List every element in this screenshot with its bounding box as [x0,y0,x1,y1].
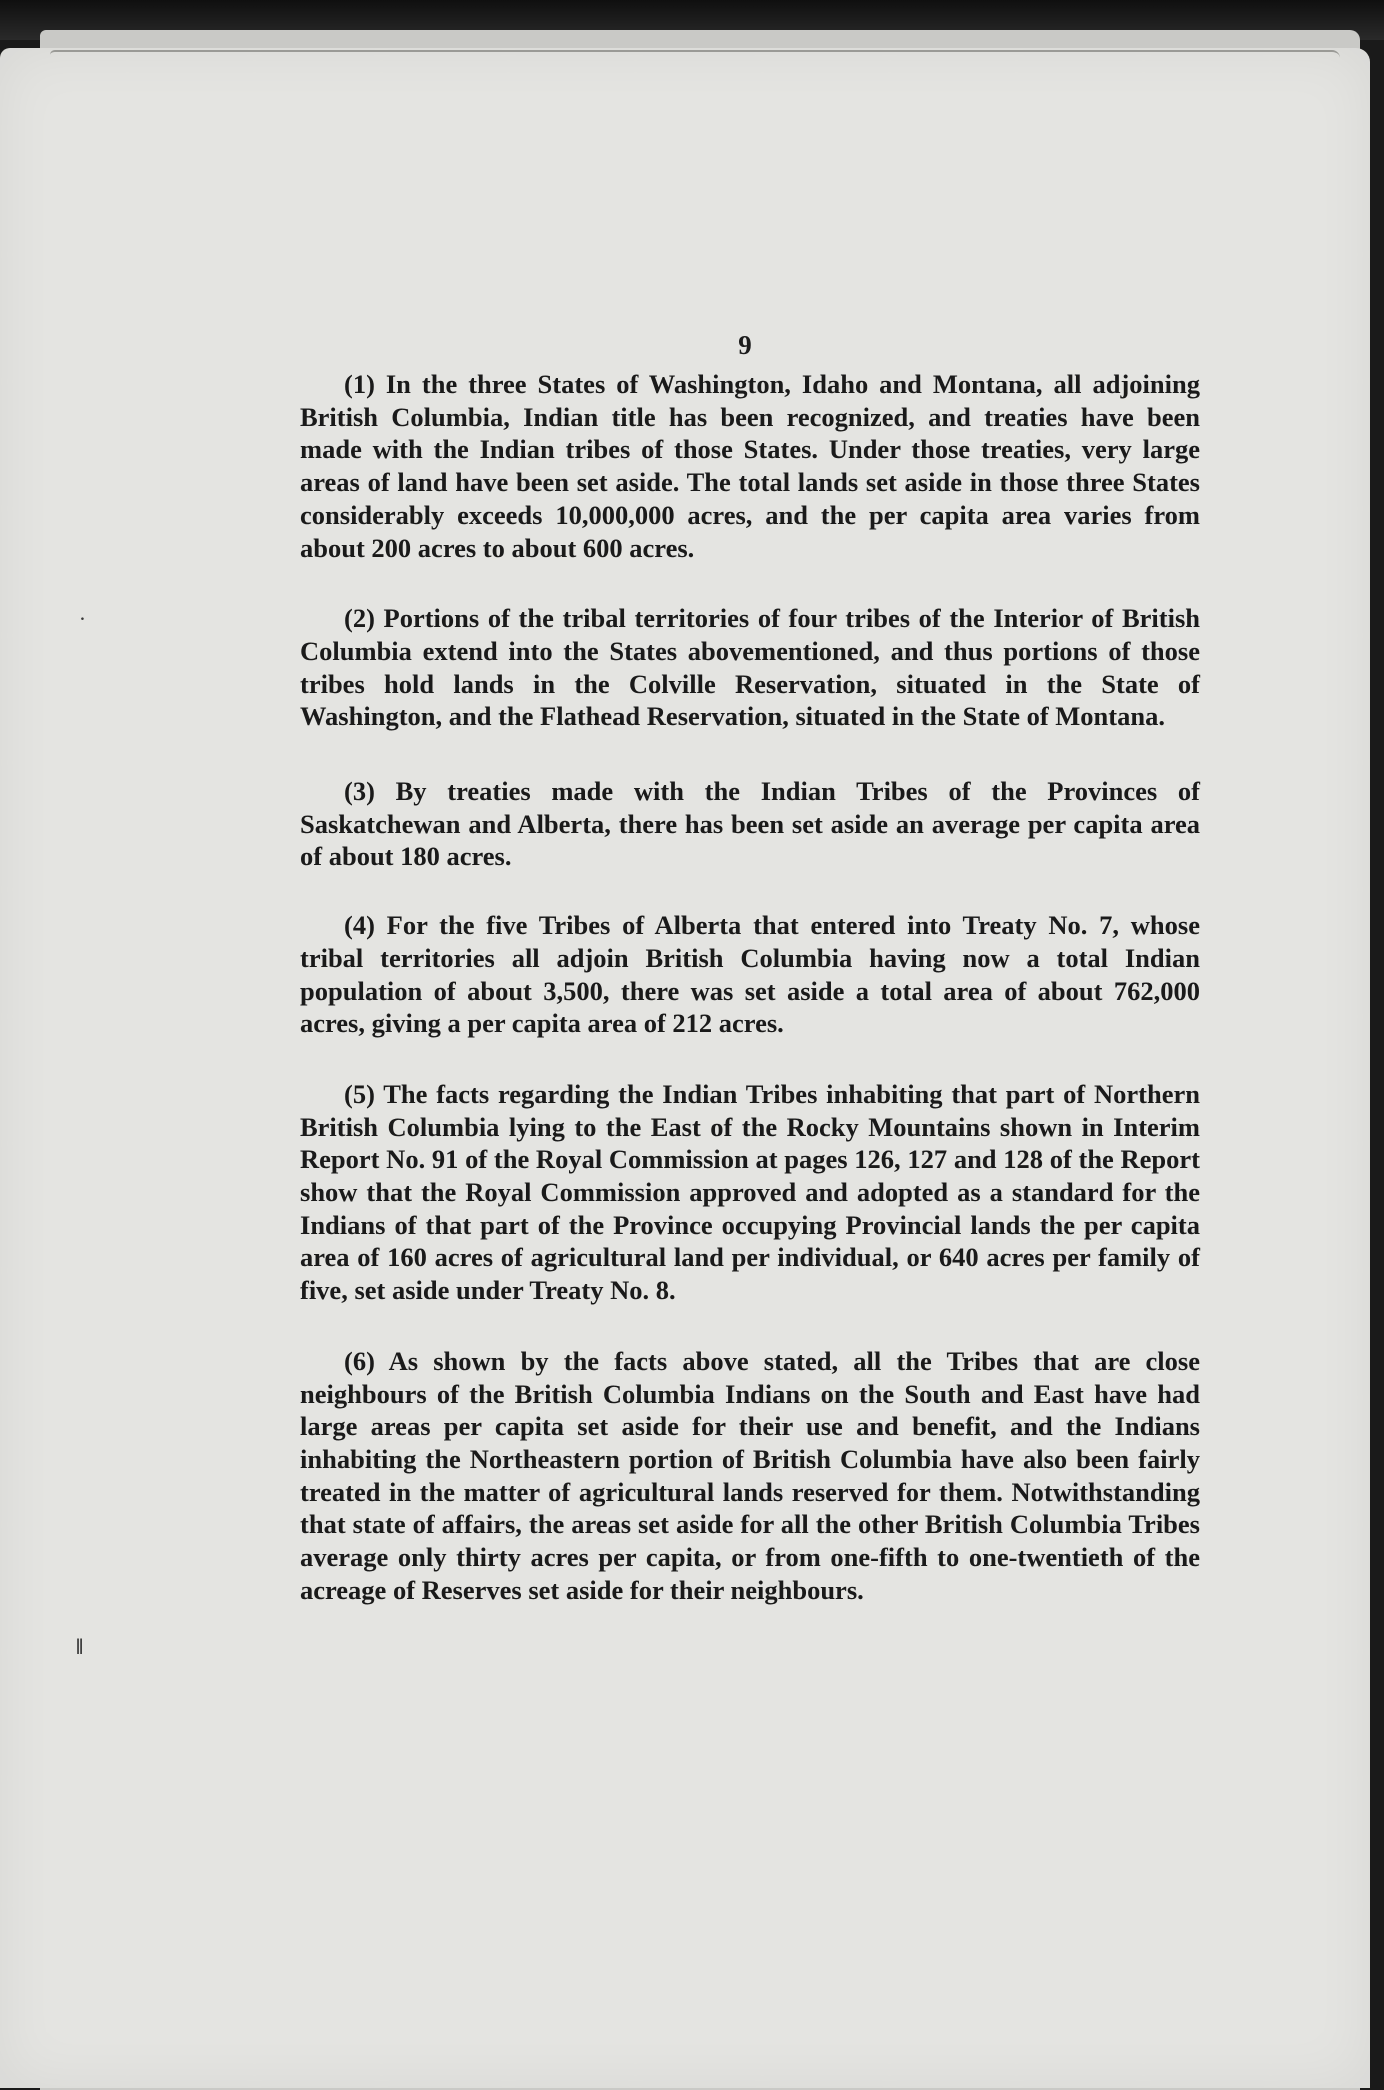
page-number: 9 [738,330,752,360]
margin-mark-icon: ‖ [76,1634,84,1659]
document-page [0,48,1370,2088]
paragraph-5: (5) The facts regarding the Indian Tribes inhabiting that part of Northern British Columbia lying to the East of the Rocky Mountains shown in Interim Report No. 91 of the Royal Commission at pages 126, 127 and 128 of the Report show that the Royal Commission approved and adopted as a standard for the Indians of that part of the Province occupying Provincial lands the per capita area of 160 acres of agricultural land per individual, or 640 acres per family of five, set aside under Treaty No. 8. [300,1078,1200,1306]
paragraph-3: (3) By treaties made with the Indian Tribes of the Provinces of Saskatchewan and Alberta, there has been set aside an average per capita area of about 180 acres. [300,776,1200,872]
paragraph-1: (1) In the three States of Washington, Idaho and Montana, all adjoining British Columbia, Indian title has been recognized, and treaties have been made with the Indian tribes of those States. Under those treaties, very large areas of land have been set aside. The total lands set aside in those three States considerably exceeds 10,000,000 acres, and the per capita area varies from about 200 acres to about 600 acres. [300,369,1200,563]
document-body [300,368,1200,1607]
paragraph-2: (2) Portions of the tribal territories of four tribes of the Interior of British Columbia extend into the States abovementioned, and thus portions of those tribes hold lands in the Colville Reservation, situated in the State of Washington, and the Flathead Reservation, situated in the State of Montana. [300,603,1200,732]
paragraph-6: (6) As shown by the facts above stated, all the Tribes that are close neighbours of the British Columbia Indians on the South and East have had large areas per capita set aside for their use and benefit, and the Indians inhabiting the Northeastern portion of British Columbia have also been fairly treated in the matter of agricultural lands reserved for them. Notwithstanding that state of affairs, the areas set aside for all the other British Columbia Tribes average only thirty acres per capita, or from one-fifth to one-twentieth of the acreage of Reserves set aside for their neighbours. [300,1345,1200,1605]
paragraph-4: (4) For the five Tribes of Alberta that entered into Treaty No. 7, whose tribal territories all adjoin British Columbia having now a total Indian population of about 3,500, there was set aside a total area of about 762,000 acres, giving a per capita area of 212 acres. [300,910,1200,1039]
margin-dot-icon: ․ [80,609,85,624]
